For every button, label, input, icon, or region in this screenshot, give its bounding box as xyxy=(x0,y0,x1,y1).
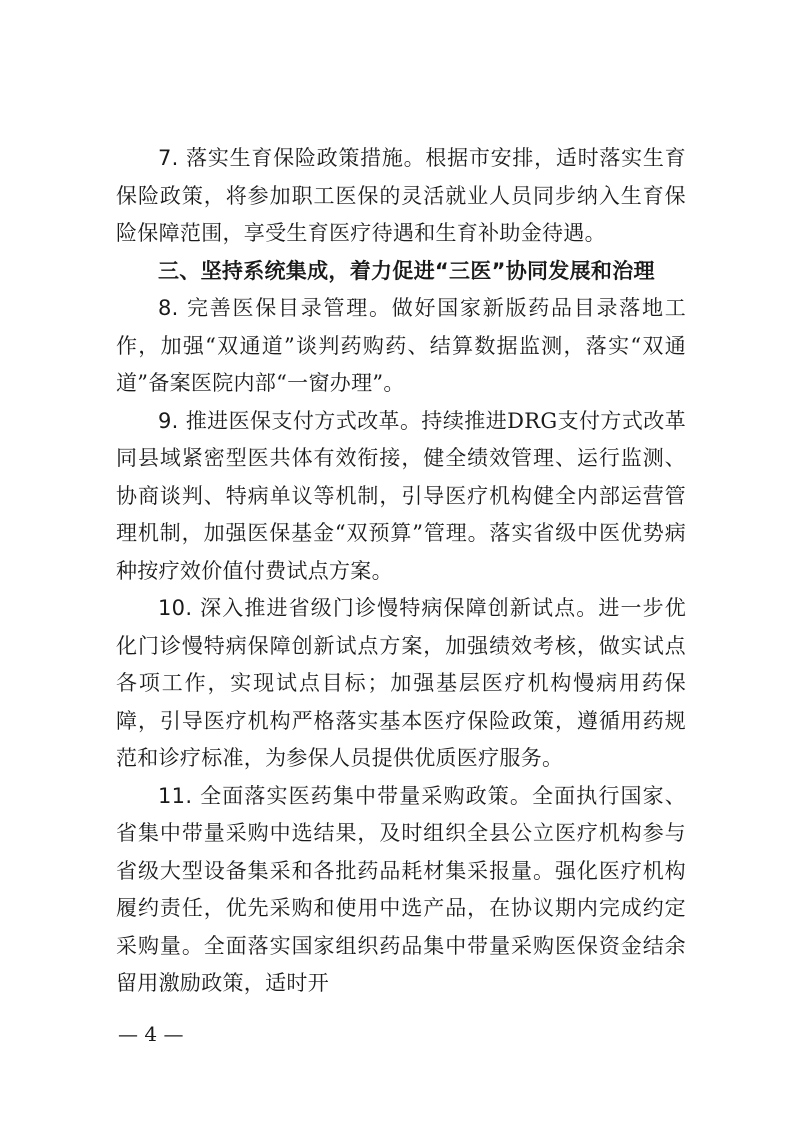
paragraph-11-lead: 11. 全面落实医药集中带量采购政策。 xyxy=(158,783,532,808)
paragraph-10 xyxy=(116,590,686,778)
paragraph-8 xyxy=(116,290,686,403)
page-number: — 4 — xyxy=(118,1022,184,1046)
paragraph-11 xyxy=(116,778,686,1003)
paragraph-9 xyxy=(116,403,686,591)
paragraph-11-text: 全面执行国家、省集中带量采购中选结果，及时组织全县公立医疗机构参与省级大型设备集采和各批药品耗材集采报量。强化医疗机构履约责任，优先采购和使用中选产品，在协议期内完成约定采购量。全面落实国家组织药品集中带量采购医保资金结余留用激励政策，适时开 xyxy=(116,783,686,995)
paragraph-7-lead: 7. 落实生育保险政策措施。 xyxy=(158,146,426,170)
paragraph-10-text: 进一步优化门诊慢特病保障创新试点方案，加强绩效考核，做实试点各项工作，实现试点目标；加强基层医疗机构慢病用药保障，引导医疗机构严格落实基本医疗保险政策，遵循用药规范和诊疗标准，为参保人员提供优质医疗服务。 xyxy=(116,596,686,770)
paragraph-9-lead: 9. 推进医保支付方式改革。 xyxy=(158,408,422,433)
paragraph-9-text: 持续推进DRG支付方式改革同县域紧密型医共体有效衔接，健全绩效管理、运行监测、协商谈判、特病单议等机制，引导医疗机构健全内部运营管理机制，加强医保基金“双预算”管理。落实省级中医优势病种按疗效价值付费试点方案。 xyxy=(116,408,686,583)
paragraph-7-text: 根据市安排，适时落实生育保险政策，将参加职工医保的灵活就业人员同步纳入生育保险保障范围，享受生育医疗待遇和生育补助金待遇。 xyxy=(116,146,686,245)
document-body xyxy=(116,140,686,1003)
paragraph-8-text: 做好国家新版药品目录落地工作，加强“双通道”谈判药购药、结算数据监测，落实“双通道”备案医院内部“一窗办理”。 xyxy=(116,296,686,395)
paragraph-10-lead: 10. 深入推进省级门诊慢特病保障创新试点。 xyxy=(158,596,599,620)
paragraph-7 xyxy=(116,140,686,253)
paragraph-8-lead: 8. 完善医保目录管理。 xyxy=(158,296,392,320)
section-heading-3: 三、坚持系统集成，着力促进“三医”协同发展和治理 xyxy=(158,258,655,283)
